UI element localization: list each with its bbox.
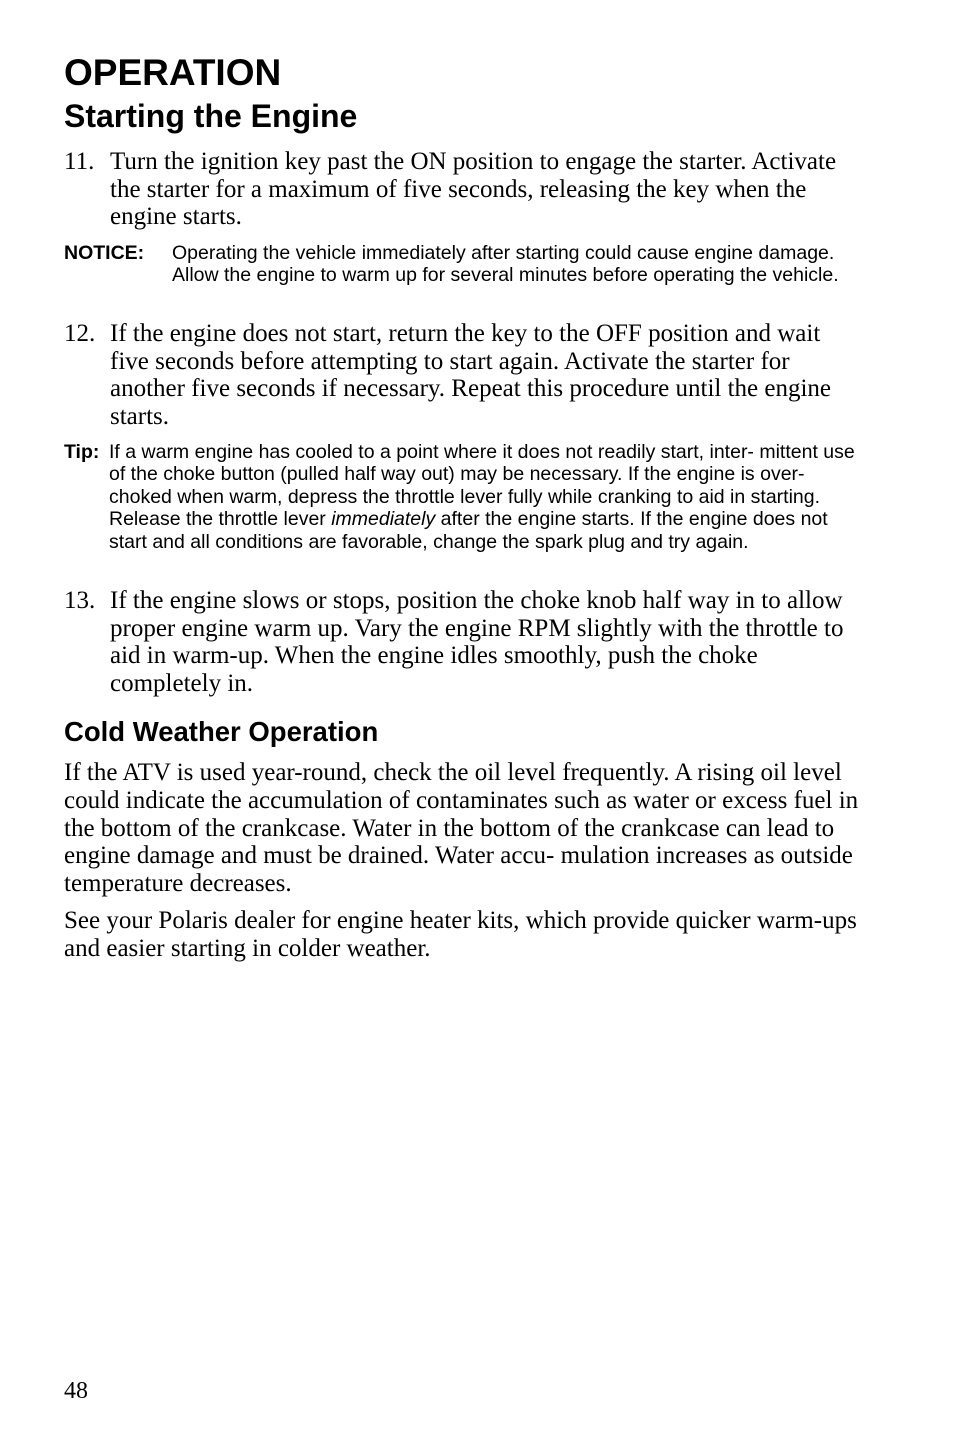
cold-weather-paragraph: See your Polaris dealer for engine heater kits, which provide quicker warm-ups and easier starting in colder weather. xyxy=(64,907,857,962)
step-number: 11. xyxy=(64,148,95,175)
cold-weather-paragraph: If the ATV is used year-round, check the oil level frequently. A rising oil level could indicate the accumulation of contaminates such as water or excess fuel in the bottom of the crankcase. Water in the bottom of the crankcase can lead to engine damage and must be drained. Water accu- mulation increases as outside temperature decreases. xyxy=(64,759,859,898)
tip-text-part: If a warm engine has cooled to a point where it does not readily start, inter- mittent use of the choke button (pulled half way out) may be necessary. If the engine is over-choked when warm, depress the throttle lever fully while cranking to aid in starting. Release the throttle lever xyxy=(109,441,855,531)
step-text: If the engine slows or stops, position the choke knob half way in to allow proper engine warm up. Vary the engine RPM slightly with the throttle to aid in warm-up. When the engine idles smoothly, push the choke completely in. xyxy=(110,587,844,697)
step-number: 13. xyxy=(64,587,96,614)
notice-label: NOTICE: xyxy=(64,242,145,264)
subsection-title: Cold Weather Operation xyxy=(64,716,379,747)
tip-box xyxy=(64,441,864,553)
tip-text-part: after the engine starts. If the engine does not start and all conditions are favorable, change the spark plug and try again. xyxy=(109,508,828,553)
step-text: If the engine does not start, return the key to the OFF position and wait five seconds before attempting to start again. Activate the starter for another five seconds if necessary. Repeat this procedure until the engine starts. xyxy=(110,320,832,430)
notice-box xyxy=(64,242,864,287)
tip-emphasis: immediately xyxy=(331,508,436,531)
page-number: 48 xyxy=(64,1378,88,1404)
page-title: Starting the Engine xyxy=(64,98,358,134)
notice-text: Operating the vehicle immediately after starting could cause engine damage. Allow the engine to warm up for several minutes before operating the vehicle. xyxy=(172,242,839,287)
step-13 xyxy=(64,587,864,697)
tip-text xyxy=(109,441,864,553)
step-11 xyxy=(64,148,864,231)
tip-label: Tip: xyxy=(64,441,100,463)
step-text: Turn the ignition key past the ON position to engage the starter. Activate the starter for a maximum of five seconds, releasing the key when the engine starts. xyxy=(110,148,837,231)
step-number: 12. xyxy=(64,320,96,347)
section-heading: OPERATION xyxy=(64,52,282,93)
step-12 xyxy=(64,320,864,430)
